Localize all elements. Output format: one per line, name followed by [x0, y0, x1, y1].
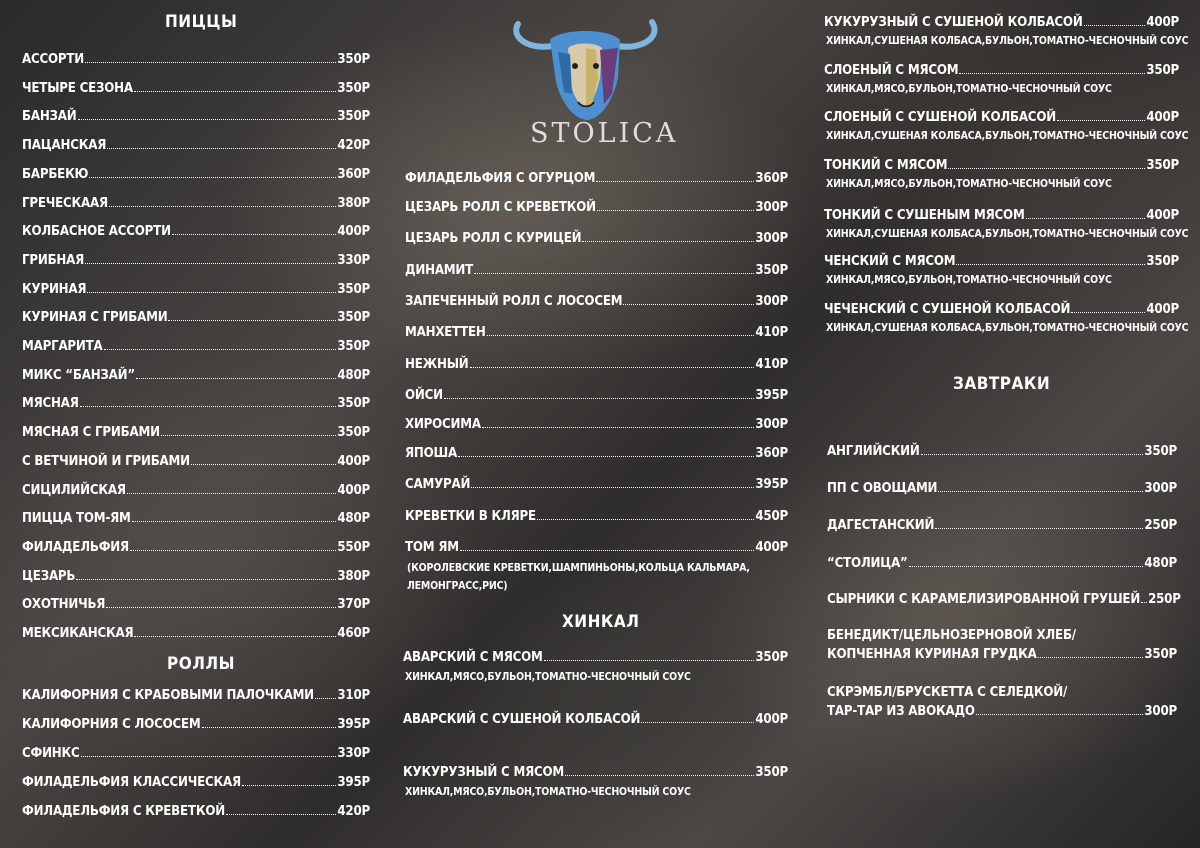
- item-price: 410Р: [755, 357, 788, 372]
- item-price: 250Р: [1144, 518, 1177, 533]
- dot-leader: [81, 756, 337, 757]
- menu-item: [827, 556, 1177, 571]
- dot-leader: [85, 62, 336, 63]
- dot-leader: [487, 335, 755, 336]
- menu-item: [22, 81, 370, 96]
- item-price: 395Р: [755, 477, 788, 492]
- dot-leader: [597, 210, 754, 211]
- item-price: 350Р: [337, 339, 370, 354]
- item-price: 420Р: [337, 804, 370, 819]
- menu-item: [405, 417, 788, 432]
- menu-item: [405, 477, 788, 492]
- menu-item: [22, 688, 370, 703]
- item-price: 400Р: [1146, 208, 1179, 223]
- dot-leader: [89, 177, 336, 178]
- item-name: ПП С ОВОЩАМИ: [827, 481, 938, 496]
- dot-leader: [1141, 602, 1147, 603]
- menu-item: [22, 775, 370, 790]
- dot-leader: [474, 273, 754, 274]
- item-name: ФИЛАДЕЛЬФИЯ: [22, 539, 129, 555]
- item-name: ГРЕЧЕСКААЯ: [22, 195, 108, 211]
- item-price: 300Р: [1144, 704, 1177, 719]
- menu-item: [405, 231, 788, 246]
- item-name: СФИНКС: [22, 746, 80, 761]
- item-name: КУРИНАЯ С ГРИБАМИ: [22, 310, 168, 326]
- item-name: “СТОЛИЦА”: [827, 556, 908, 571]
- dot-leader: [109, 206, 336, 207]
- item-name: КУРИНАЯ: [22, 281, 87, 297]
- item-name: ТОНКИЙ С МЯСОМ: [824, 158, 948, 173]
- dot-leader: [132, 521, 337, 522]
- item-price: 360Р: [337, 166, 370, 182]
- item-name: ЧЕЧЕНСКИЙ С СУШЕНОЙ КОЛБАСОЙ: [824, 302, 1071, 317]
- dot-leader: [482, 427, 754, 428]
- item-price: 350Р: [755, 650, 788, 665]
- item-description: (КОРОЛЕВСКИЕ КРЕВЕТКИ,ШАМПИНЬОНЫ,КОЛЬЦА КАЛЬМАРА,: [407, 562, 750, 574]
- item-name: ЦЕЗАРЬ: [22, 568, 76, 584]
- menu-item: [827, 592, 1181, 607]
- menu-item: [405, 540, 788, 555]
- item-price: 300Р: [755, 231, 788, 246]
- dot-leader: [582, 241, 754, 242]
- item-price: 350Р: [337, 109, 370, 125]
- item-name: МАНХЕТТЕН: [405, 325, 486, 340]
- item-description: ХИНКАЛ,СУШЕНАЯ КОЛБАСА,БУЛЬОН,ТОМАТНО-ЧЕСНОЧНЫЙ СОУС: [826, 322, 1189, 334]
- menu-item: [405, 509, 788, 524]
- item-price: 350Р: [337, 310, 370, 326]
- item-name: НЕЖНЫЙ: [405, 357, 469, 372]
- dot-leader: [242, 785, 336, 786]
- menu-item: [824, 158, 1179, 173]
- item-name: АНГЛИЙСКИЙ: [827, 444, 920, 459]
- item-price: 350Р: [1146, 254, 1179, 269]
- item-name: ФИЛАДЕЛЬФИЯ С КРЕВЕТКОЙ: [22, 804, 225, 819]
- item-price: 360Р: [755, 446, 788, 461]
- menu-item: [403, 712, 788, 727]
- menu-item: [22, 368, 370, 383]
- item-price: 480Р: [337, 367, 370, 383]
- item-name: ЦЕЗАРЬ РОЛЛ С КРЕВЕТКОЙ: [405, 200, 596, 215]
- dot-leader: [921, 454, 1144, 455]
- dot-leader: [80, 406, 337, 407]
- item-price: 360Р: [755, 171, 788, 186]
- dot-leader: [641, 722, 754, 723]
- dot-leader: [136, 378, 336, 379]
- item-description: ХИНКАЛ,МЯСО,БУЛЬОН,ТОМАТНО-ЧЕСНОЧНЫЙ СОУС: [826, 83, 1112, 95]
- item-price: 350Р: [755, 263, 788, 278]
- menu-item: [824, 110, 1179, 125]
- dot-leader: [956, 264, 1145, 265]
- item-name: ДИНАМИТ: [405, 263, 474, 278]
- menu-item: [824, 15, 1179, 30]
- menu-item: [22, 425, 370, 440]
- menu-item: [22, 540, 370, 555]
- item-price: 350Р: [1146, 158, 1179, 173]
- menu-item: [405, 325, 788, 340]
- dot-leader: [470, 367, 755, 368]
- item-price: 350Р: [337, 396, 370, 412]
- logo-text: STOLICA: [530, 118, 679, 149]
- dot-leader: [78, 119, 337, 120]
- item-price: 350Р: [1144, 647, 1177, 662]
- item-price: 400Р: [337, 224, 370, 240]
- dot-leader: [134, 91, 336, 92]
- item-price: 400Р: [755, 712, 788, 727]
- item-price: 420Р: [337, 138, 370, 154]
- item-name: АССОРТИ: [22, 52, 84, 67]
- item-price: 350Р: [1146, 63, 1179, 78]
- item-price: 350Р: [337, 80, 370, 96]
- item-name: ФИЛАДЕЛЬФИЯ КЛАССИЧЕСКАЯ: [22, 775, 241, 790]
- menu-item: [824, 63, 1179, 78]
- item-price: 350Р: [755, 765, 788, 780]
- dot-leader: [130, 550, 336, 551]
- item-name: ПАЦАНСКАЯ: [22, 138, 107, 154]
- dot-leader: [315, 698, 336, 699]
- item-description: ХИНКАЛ,МЯСО,БУЛЬОН,ТОМАТНО-ЧЕСНОЧНЫЙ СОУС: [826, 178, 1112, 190]
- item-name: КОЛБАСНОЕ АССОРТИ: [22, 224, 171, 240]
- dot-leader: [458, 456, 754, 457]
- dot-leader: [85, 263, 336, 264]
- dot-leader: [168, 320, 336, 321]
- dot-leader: [471, 487, 754, 488]
- dot-leader: [444, 398, 754, 399]
- menu-item: [22, 224, 370, 239]
- menu-item: [405, 357, 788, 372]
- item-price: 300Р: [755, 417, 788, 432]
- dot-leader: [565, 775, 754, 776]
- menu-item: [22, 396, 370, 411]
- menu-item: [22, 109, 370, 124]
- item-price: 450Р: [755, 509, 788, 524]
- item-price: 550Р: [337, 539, 370, 555]
- menu-item: [22, 804, 370, 819]
- item-name: КРЕВЕТКИ В КЛЯРЕ: [405, 509, 536, 524]
- item-name: ОХОТНИЧЬЯ: [22, 597, 106, 613]
- item-name: ХИРОСИМА: [405, 417, 481, 432]
- section-title-rolls: РОЛЛЫ: [167, 654, 235, 674]
- menu-item: [22, 339, 370, 354]
- menu-item: [405, 446, 788, 461]
- menu-item: [827, 518, 1177, 533]
- item-name: КУКУРУЗНЫЙ С СУШЕНОЙ КОЛБАСОЙ: [824, 15, 1083, 30]
- dot-leader: [1026, 218, 1146, 219]
- item-name: БАРБЕКЮ: [22, 166, 89, 182]
- item-name: ТОНКИЙ С СУШЕНЫМ МЯСОМ: [824, 208, 1025, 223]
- menu-item: [22, 454, 370, 469]
- dot-leader: [106, 607, 336, 608]
- item-price: 400Р: [1146, 110, 1179, 125]
- item-description: ХИНКАЛ,МЯСО,БУЛЬОН,ТОМАТНО-ЧЕСНОЧНЫЙ СОУС: [405, 786, 691, 798]
- item-price: 400Р: [337, 482, 370, 498]
- item-price: 310Р: [337, 688, 370, 703]
- item-name: АВАРСКИЙ С МЯСОМ: [403, 650, 543, 665]
- dot-leader: [1084, 25, 1146, 26]
- dot-leader: [87, 292, 336, 293]
- item-description: ЛЕМОНГРАСС,РИС): [407, 580, 508, 592]
- item-price: 330Р: [337, 746, 370, 761]
- item-price: 350Р: [337, 52, 370, 67]
- menu-item: [827, 481, 1177, 496]
- item-description: ХИНКАЛ,МЯСО,БУЛЬОН,ТОМАТНО-ЧЕСНОЧНЫЙ СОУС: [405, 671, 691, 683]
- dot-leader: [623, 304, 754, 305]
- dot-leader: [948, 168, 1145, 169]
- item-name: КАЛИФОРНИЯ С КРАБОВЫМИ ПАЛОЧКАМИ: [22, 688, 314, 703]
- menu-item: [403, 765, 788, 780]
- item-name: ЗАПЕЧЕННЫЙ РОЛЛ С ЛОСОСЕМ: [405, 294, 623, 309]
- item-price: 330Р: [337, 252, 370, 268]
- item-name: МЯСНАЯ С ГРИБАМИ: [22, 425, 160, 441]
- item-name: ЦЕЗАРЬ РОЛЛ С КУРИЦЕЙ: [405, 231, 582, 246]
- menu-item: [405, 388, 788, 403]
- item-name: ЧЕТЫРЕ СЕЗОНА: [22, 80, 133, 96]
- dot-leader: [959, 73, 1145, 74]
- bull-logo: [500, 8, 679, 158]
- dot-leader: [909, 566, 1144, 567]
- menu-item: [403, 650, 788, 665]
- menu-item: [827, 647, 1177, 662]
- item-price: 300Р: [755, 200, 788, 215]
- section-title-pizza: ПИЦЦЫ: [165, 12, 238, 32]
- dot-leader: [172, 234, 337, 235]
- menu-item: [22, 717, 370, 732]
- dot-leader: [226, 814, 336, 815]
- item-name: ТАР-ТАР ИЗ АВОКАДО: [827, 704, 975, 719]
- item-name: ЯПОША: [405, 446, 457, 461]
- menu-item: [405, 200, 788, 215]
- item-price: 395Р: [755, 388, 788, 403]
- item-name: СЫРНИКИ С КАРАМЕЛИЗИРОВАННОЙ ГРУШЕЙ: [827, 592, 1141, 607]
- item-price: 300Р: [1144, 481, 1177, 496]
- item-price: 350Р: [337, 281, 370, 297]
- dot-leader: [1071, 312, 1145, 313]
- menu-item: [22, 52, 370, 67]
- item-price: 400Р: [337, 453, 370, 469]
- menu-item: [827, 704, 1177, 719]
- item-name: ТОМ ЯМ: [405, 540, 459, 555]
- section-title-khinkal: ХИНКАЛ: [562, 612, 640, 632]
- menu-item: [22, 626, 370, 641]
- item-description: ХИНКАЛ,МЯСО,БУЛЬОН,ТОМАТНО-ЧЕСНОЧНЫЙ СОУС: [826, 274, 1112, 286]
- item-name: ДАГЕСТАНСКИЙ: [827, 518, 935, 533]
- item-description: ХИНКАЛ,СУШЕНАЯ КОЛБАСА,БУЛЬОН,ТОМАТНО-ЧЕСНОЧНЫЙ СОУС: [826, 35, 1189, 47]
- menu-item: [22, 511, 370, 526]
- dot-leader: [127, 493, 337, 494]
- dot-leader: [596, 181, 754, 182]
- dot-leader: [107, 148, 336, 149]
- item-name: АВАРСКИЙ С СУШЕНОЙ КОЛБАСОЙ: [403, 712, 641, 727]
- menu-item: [22, 282, 370, 297]
- item-price: 400Р: [755, 540, 788, 555]
- item-name: ФИЛАДЕЛЬФИЯ С ОГУРЦОМ: [405, 171, 596, 186]
- menu-item: [22, 167, 370, 182]
- item-price: 380Р: [337, 568, 370, 584]
- item-name: СЛОЕНЫЙ С СУШЕНОЙ КОЛБАСОЙ: [824, 110, 1056, 125]
- item-description: ХИНКАЛ,СУШЕНАЯ КОЛБАСА,БУЛЬОН,ТОМАТНО-ЧЕСНОЧНЫЙ СОУС: [826, 130, 1189, 142]
- item-price: 395Р: [337, 717, 370, 732]
- menu-item: [827, 444, 1177, 459]
- menu-item: [22, 196, 370, 211]
- dot-leader: [935, 528, 1143, 529]
- section-title-breakfast: ЗАВТРАКИ: [953, 374, 1051, 394]
- dot-leader: [976, 714, 1144, 715]
- item-price: 480Р: [1144, 556, 1177, 571]
- menu-item: [405, 171, 788, 186]
- item-price: 400Р: [1146, 302, 1179, 317]
- item-price: 250Р: [1148, 592, 1181, 607]
- dot-leader: [202, 727, 337, 728]
- dot-leader: [161, 435, 337, 436]
- dot-leader: [544, 660, 755, 661]
- menu-item: [824, 208, 1179, 223]
- item-price: 410Р: [755, 325, 788, 340]
- menu-item: [22, 746, 370, 761]
- item-name: САМУРАЙ: [405, 477, 471, 492]
- item-name: МЕКСИКАНСКАЯ: [22, 626, 134, 641]
- menu-item: [22, 310, 370, 325]
- menu-item: [22, 138, 370, 153]
- item-price: 400Р: [1146, 15, 1179, 30]
- dot-leader: [191, 464, 336, 465]
- dot-leader: [134, 636, 336, 637]
- item-price: 480Р: [337, 511, 370, 527]
- item-name: БАНЗАЙ: [22, 109, 77, 125]
- item-name: КОПЧЕННАЯ КУРИНАЯ ГРУДКА: [827, 647, 1037, 662]
- dot-leader: [537, 519, 754, 520]
- item-price: 300Р: [755, 294, 788, 309]
- item-name-line1: БЕНЕДИКТ/ЦЕЛЬНОЗЕРНОВОЙ ХЛЕБ/: [827, 628, 1076, 643]
- item-name: КАЛИФОРНИЯ С ЛОСОСЕМ: [22, 717, 201, 732]
- item-name-line1: СКРЭМБЛ/БРУСКЕТТА С СЕЛЕДКОЙ/: [827, 685, 1068, 700]
- menu-item: [22, 253, 370, 268]
- item-name: ПИЦЦА ТОМ-ЯМ: [22, 511, 131, 527]
- item-price: 460Р: [337, 626, 370, 641]
- menu-item: [824, 302, 1179, 317]
- menu-item: [405, 294, 788, 309]
- item-price: 350Р: [1144, 444, 1177, 459]
- menu-item: [22, 569, 370, 584]
- item-name: ОЙСИ: [405, 388, 443, 403]
- dot-leader: [76, 579, 336, 580]
- dot-leader: [460, 550, 754, 551]
- menu-item: [22, 597, 370, 612]
- menu-item: [824, 254, 1179, 269]
- item-price: 380Р: [337, 195, 370, 211]
- item-name: СИЦИЛИЙСКАЯ: [22, 482, 126, 498]
- menu-item: [22, 483, 370, 498]
- item-price: 395Р: [337, 775, 370, 790]
- item-name: КУКУРУЗНЫЙ С МЯСОМ: [403, 765, 565, 780]
- item-name: С ВЕТЧИНОЙ И ГРИБАМИ: [22, 453, 190, 469]
- item-name: МЯСНАЯ: [22, 396, 79, 412]
- item-name: СЛОЕНЫЙ С МЯСОМ: [824, 63, 959, 78]
- menu-item: [405, 263, 788, 278]
- item-name: ЧЕНСКИЙ С МЯСОМ: [824, 254, 956, 269]
- item-price: 350Р: [337, 425, 370, 441]
- dot-leader: [1038, 657, 1144, 658]
- item-name: ГРИБНАЯ: [22, 252, 85, 268]
- dot-leader: [1057, 120, 1145, 121]
- item-description: ХИНКАЛ,СУШЕНАЯ КОЛБАСА,БУЛЬОН,ТОМАТНО-ЧЕСНОЧНЫЙ СОУС: [826, 228, 1189, 240]
- dot-leader: [104, 349, 337, 350]
- item-price: 370Р: [337, 597, 370, 613]
- item-name: МАРГАРИТА: [22, 339, 103, 354]
- dot-leader: [938, 491, 1143, 492]
- item-name: МИКС “БАНЗАЙ”: [22, 367, 135, 383]
